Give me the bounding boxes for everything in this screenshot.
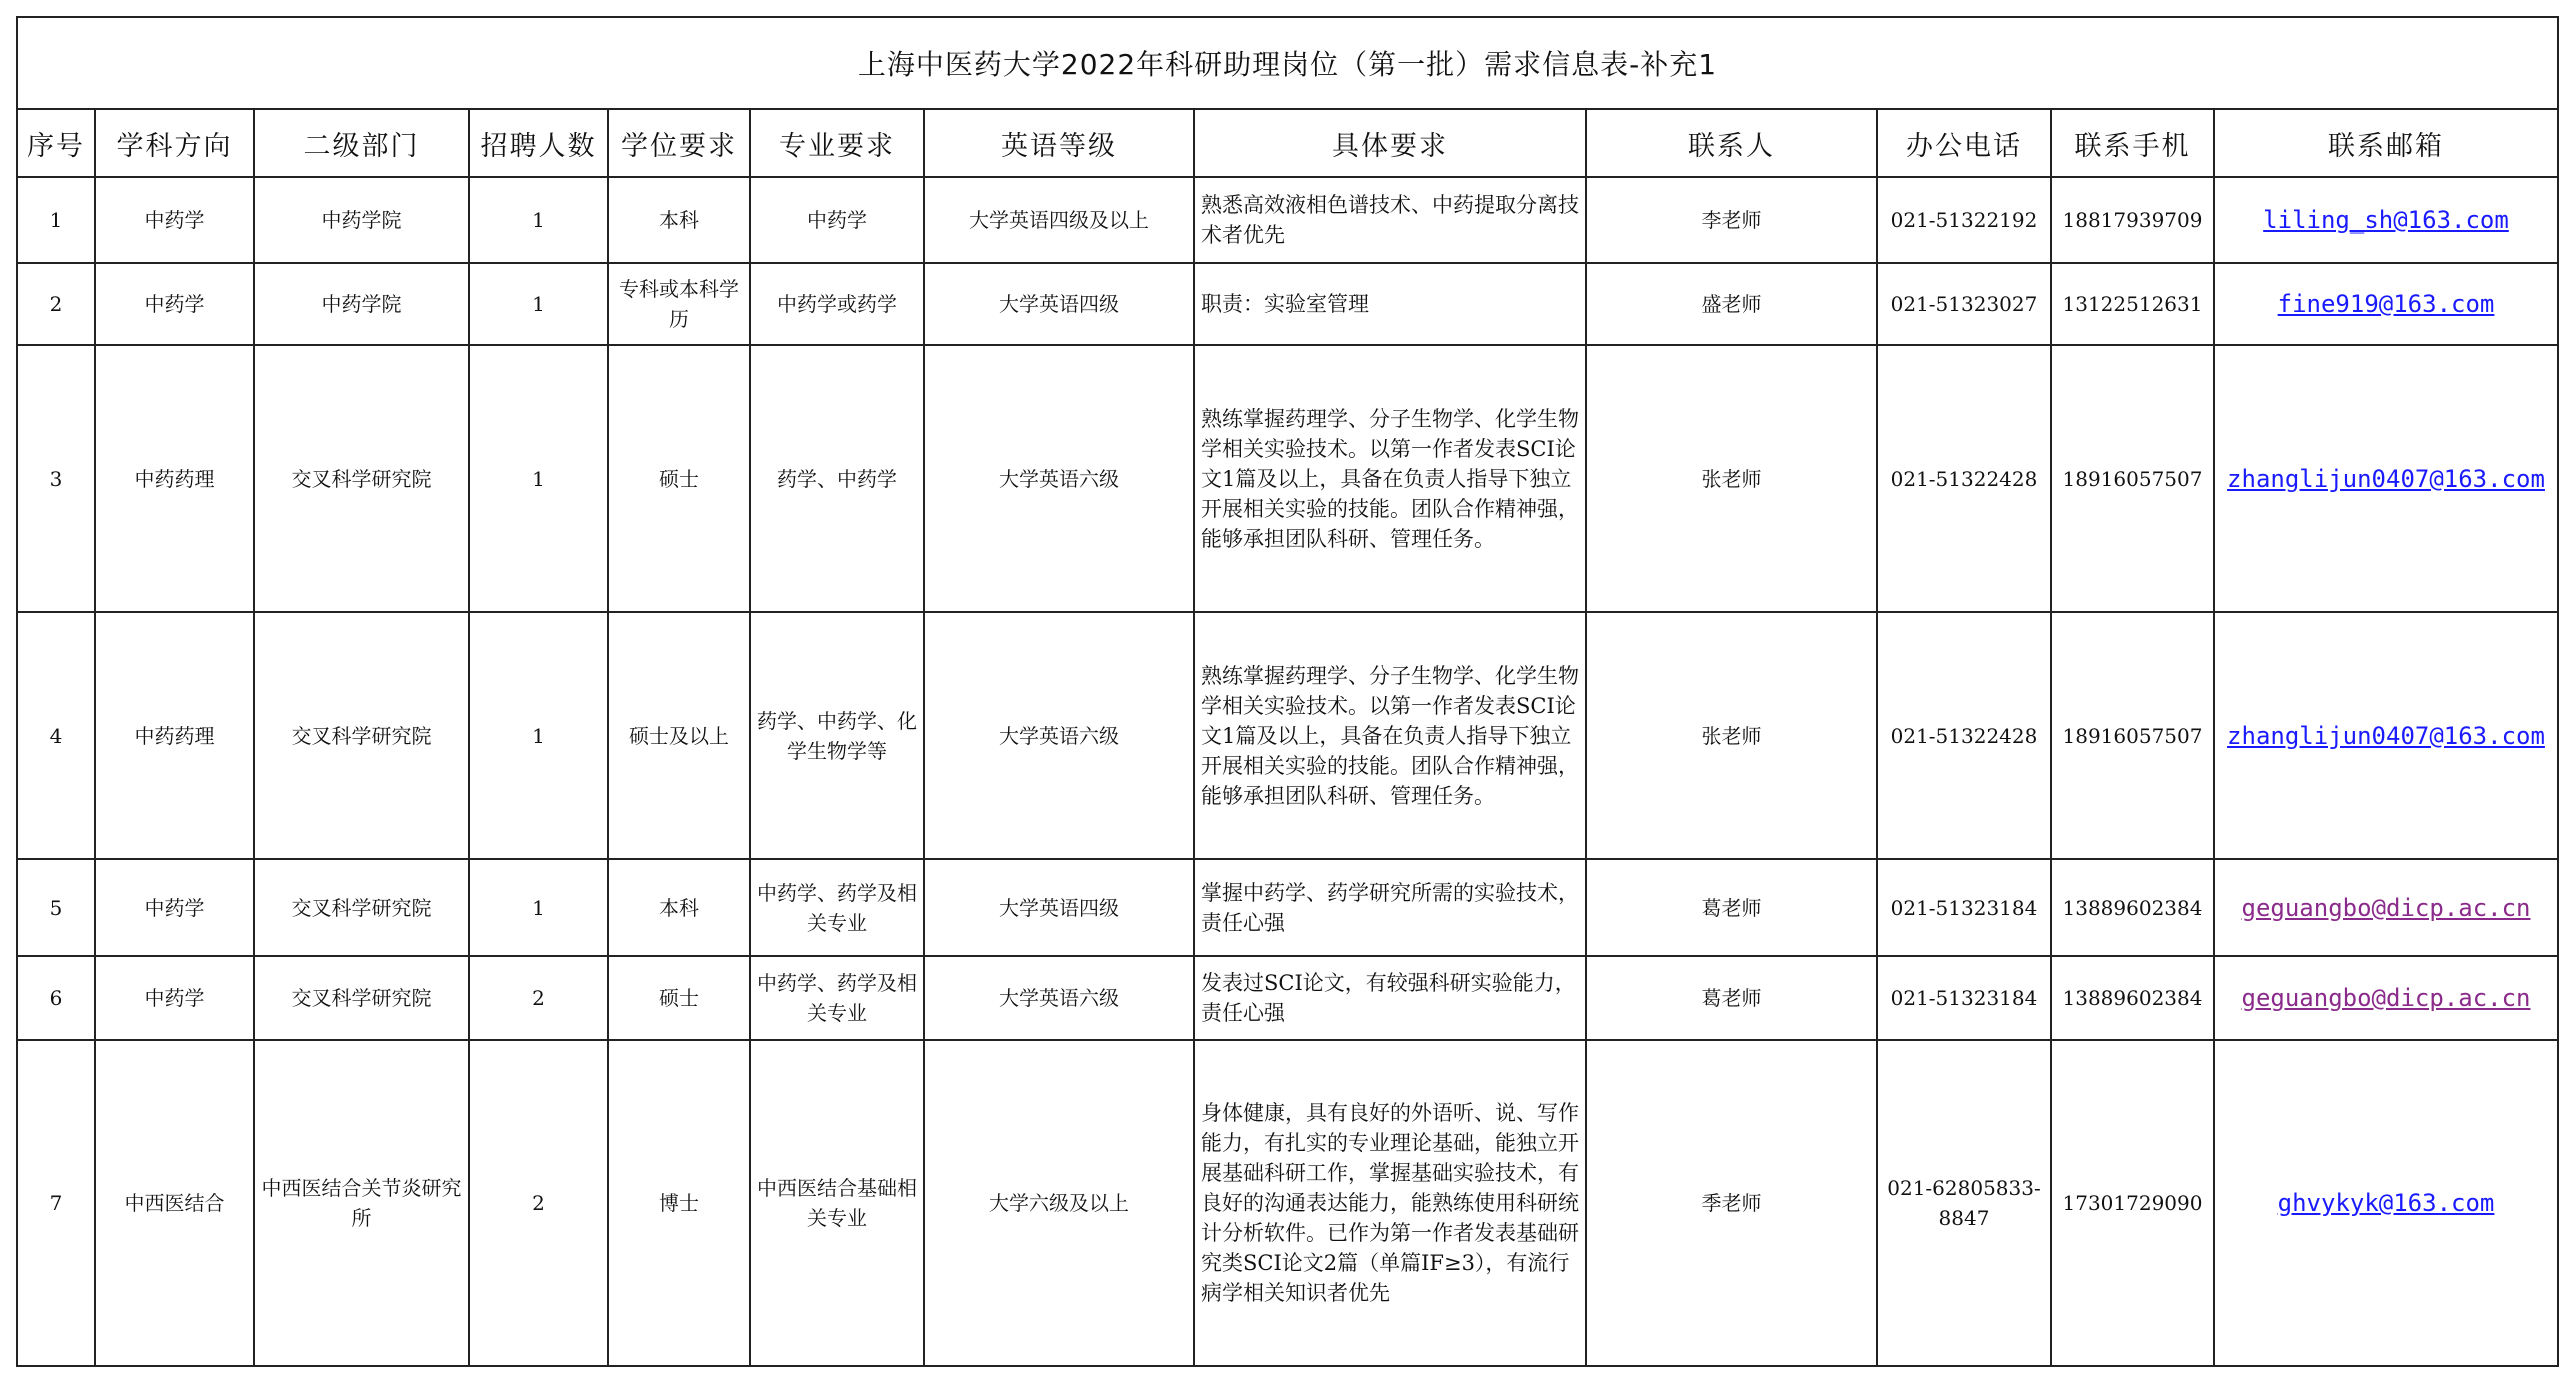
cell-requirements: 熟练掌握药理学、分子生物学、化学生物学相关实验技术。以第一作者发表SCI论文1篇及以上，具备在负责人指导下独立开展相关实验的技能。团队合作精神强，能够承担团队科研、管理任务。: [1194, 612, 1586, 859]
table-row: [17, 859, 2558, 956]
cell-mobile: 17301729090: [2051, 1040, 2214, 1366]
column-header-degree: 学位要求: [608, 109, 750, 177]
cell-degree: 硕士: [608, 956, 750, 1040]
cell-email: [2214, 177, 2558, 263]
cell-requirements: 身体健康，具有良好的外语听、说、写作能力，有扎实的专业理论基础，能独立开展基础科研工作，掌握基础实验技术，有良好的沟通表达能力，能熟练使用科研统计分析软件。已作为第一作者发表基础研究类SCI论文2篇（单篇IF≥3），有流行病学相关知识者优先: [1194, 1040, 1586, 1366]
column-header-major: 专业要求: [750, 109, 924, 177]
cell-mobile: 18916057507: [2051, 345, 2214, 612]
cell-index: 7: [17, 1040, 95, 1366]
cell-mobile: 13122512631: [2051, 263, 2214, 345]
cell-field: 中西医结合: [95, 1040, 254, 1366]
cell-index: 5: [17, 859, 95, 956]
cell-contact: 葛老师: [1586, 956, 1877, 1040]
cell-email: [2214, 1040, 2558, 1366]
table-row: [17, 177, 2558, 263]
table-row: [17, 263, 2558, 345]
cell-index: 3: [17, 345, 95, 612]
email-link[interactable]: ghvykyk@163.com: [2277, 1189, 2495, 1217]
cell-department: 中药学院: [254, 177, 469, 263]
cell-contact: 李老师: [1586, 177, 1877, 263]
cell-english: 大学英语六级: [924, 612, 1194, 859]
cell-english: 大学英语四级: [924, 263, 1194, 345]
column-header-field: 学科方向: [95, 109, 254, 177]
column-header-requirements: 具体要求: [1194, 109, 1586, 177]
cell-requirements: 熟悉高效液相色谱技术、中药提取分离技术者优先: [1194, 177, 1586, 263]
cell-degree: 博士: [608, 1040, 750, 1366]
cell-count: 1: [469, 859, 608, 956]
cell-contact: 盛老师: [1586, 263, 1877, 345]
cell-email: [2214, 859, 2558, 956]
email-link[interactable]: liling_sh@163.com: [2263, 206, 2509, 234]
cell-requirements: 熟练掌握药理学、分子生物学、化学生物学相关实验技术。以第一作者发表SCI论文1篇及以上，具备在负责人指导下独立开展相关实验的技能。团队合作精神强，能够承担团队科研、管理任务。: [1194, 345, 1586, 612]
column-header-department: 二级部门: [254, 109, 469, 177]
cell-count: 2: [469, 1040, 608, 1366]
cell-office-phone: 021-51323184: [1877, 859, 2051, 956]
cell-field: 中药学: [95, 177, 254, 263]
email-link[interactable]: geguangbo@dicp.ac.cn: [2241, 893, 2531, 922]
cell-english: 大学英语六级: [924, 345, 1194, 612]
cell-degree: 本科: [608, 177, 750, 263]
cell-major: 中药学: [750, 177, 924, 263]
cell-department: 交叉科学研究院: [254, 612, 469, 859]
cell-office-phone: 021-51322428: [1877, 612, 2051, 859]
cell-contact: 葛老师: [1586, 859, 1877, 956]
cell-office-phone: 021-51323027: [1877, 263, 2051, 345]
page-title: 上海中医药大学2022年科研助理岗位（第一批）需求信息表-补充1: [17, 17, 2558, 109]
cell-email: [2214, 956, 2558, 1040]
cell-mobile: 18817939709: [2051, 177, 2214, 263]
cell-email: [2214, 612, 2558, 859]
cell-english: 大学英语六级: [924, 956, 1194, 1040]
cell-major: 药学、中药学、化学生物学等: [750, 612, 924, 859]
column-header-english: 英语等级: [924, 109, 1194, 177]
cell-field: 中药学: [95, 859, 254, 956]
column-header-count: 招聘人数: [469, 109, 608, 177]
cell-major: 中药学、药学及相关专业: [750, 859, 924, 956]
cell-degree: 硕士: [608, 345, 750, 612]
cell-mobile: 18916057507: [2051, 612, 2214, 859]
cell-count: 1: [469, 263, 608, 345]
cell-index: 6: [17, 956, 95, 1040]
table-row: [17, 1040, 2558, 1366]
cell-contact: 季老师: [1586, 1040, 1877, 1366]
cell-requirements: 发表过SCI论文，有较强科研实验能力，责任心强: [1194, 956, 1586, 1040]
cell-email: [2214, 263, 2558, 345]
cell-contact: 张老师: [1586, 345, 1877, 612]
cell-office-phone: 021-51323184: [1877, 956, 2051, 1040]
cell-field: 中药药理: [95, 612, 254, 859]
cell-department: 中西医结合关节炎研究所: [254, 1040, 469, 1366]
column-header-index: 序号: [17, 109, 95, 177]
cell-email: [2214, 345, 2558, 612]
header-row: [17, 109, 2558, 177]
cell-index: 4: [17, 612, 95, 859]
cell-english: 大学英语四级: [924, 859, 1194, 956]
cell-field: 中药学: [95, 263, 254, 345]
cell-major: 药学、中药学: [750, 345, 924, 612]
cell-office-phone: 021-62805833-8847: [1877, 1040, 2051, 1366]
column-header-office-phone: 办公电话: [1877, 109, 2051, 177]
cell-office-phone: 021-51322428: [1877, 345, 2051, 612]
cell-degree: 专科或本科学历: [608, 263, 750, 345]
cell-department: 交叉科学研究院: [254, 956, 469, 1040]
email-link[interactable]: fine919@163.com: [2277, 290, 2495, 318]
cell-count: 1: [469, 177, 608, 263]
column-header-mobile: 联系手机: [2051, 109, 2214, 177]
cell-field: 中药药理: [95, 345, 254, 612]
cell-mobile: 13889602384: [2051, 956, 2214, 1040]
cell-english: 大学英语四级及以上: [924, 177, 1194, 263]
email-link[interactable]: geguangbo@dicp.ac.cn: [2241, 984, 2531, 1012]
column-header-contact: 联系人: [1586, 109, 1877, 177]
cell-mobile: 13889602384: [2051, 859, 2214, 956]
cell-department: 交叉科学研究院: [254, 859, 469, 956]
email-link[interactable]: zhanglijun0407@163.com: [2227, 464, 2545, 493]
cell-degree: 本科: [608, 859, 750, 956]
cell-major: 中药学或药学: [750, 263, 924, 345]
cell-count: 2: [469, 956, 608, 1040]
cell-department: 交叉科学研究院: [254, 345, 469, 612]
cell-major: 中药学、药学及相关专业: [750, 956, 924, 1040]
cell-count: 1: [469, 345, 608, 612]
cell-contact: 张老师: [1586, 612, 1877, 859]
cell-major: 中西医结合基础相关专业: [750, 1040, 924, 1366]
table-row: [17, 345, 2558, 612]
column-header-email: 联系邮箱: [2214, 109, 2558, 177]
cell-field: 中药学: [95, 956, 254, 1040]
cell-degree: 硕士及以上: [608, 612, 750, 859]
cell-requirements: 职责：实验室管理: [1194, 263, 1586, 345]
cell-office-phone: 021-51322192: [1877, 177, 2051, 263]
email-link[interactable]: zhanglijun0407@163.com: [2227, 721, 2545, 750]
cell-count: 1: [469, 612, 608, 859]
cell-index: 1: [17, 177, 95, 263]
cell-index: 2: [17, 263, 95, 345]
cell-requirements: 掌握中药学、药学研究所需的实验技术，责任心强: [1194, 859, 1586, 956]
cell-department: 中药学院: [254, 263, 469, 345]
cell-english: 大学六级及以上: [924, 1040, 1194, 1366]
recruitment-table: [16, 16, 2559, 1367]
table-row: [17, 612, 2558, 859]
table-row: [17, 956, 2558, 1040]
